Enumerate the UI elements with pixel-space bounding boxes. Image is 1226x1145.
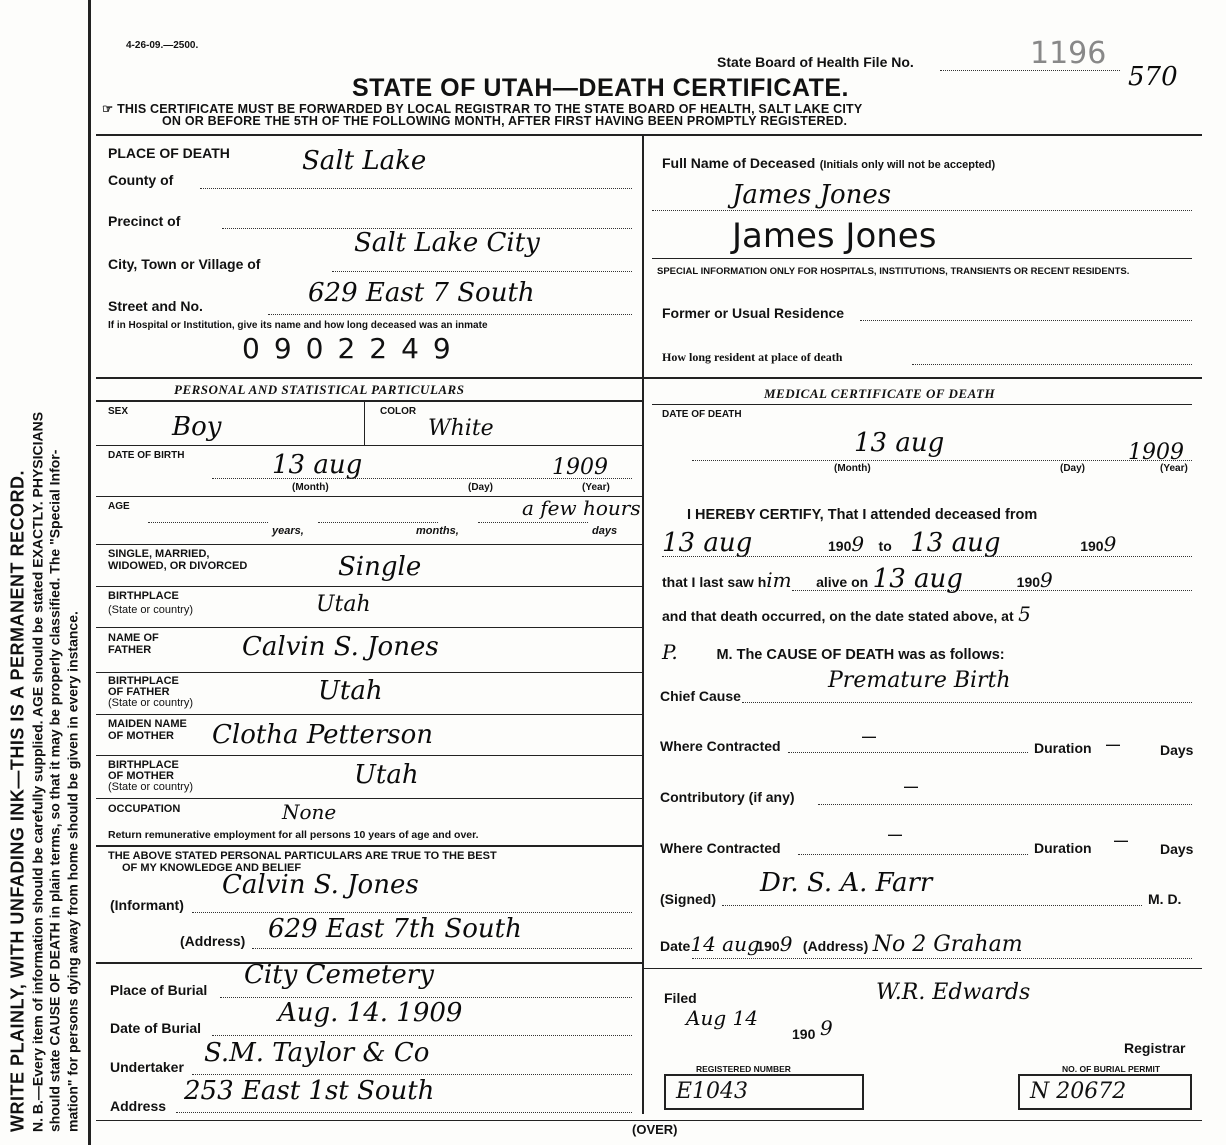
bp-mother-label-1: BIRTHPLACE <box>108 759 179 771</box>
where-contracted-1-label: Where Contracted <box>660 738 781 754</box>
special-info: SPECIAL INFORMATION ONLY FOR HOSPITALS, INSTITUTIONS, TRANSIENTS OR RECENT RESIDENTS. <box>657 266 1130 277</box>
death-day-caption: (Day) <box>1060 463 1086 474</box>
cause-lead: M. The CAUSE OF DEATH was as follows: <box>716 647 1005 663</box>
instruction-big: WRITE PLAINLY, WITH UNFADING INK—THIS IS A PERMANENT RECORD. <box>7 469 28 1132</box>
birthplace-value: Utah <box>316 592 371 617</box>
registrar-label: Registrar <box>1124 1040 1186 1056</box>
dob-month: 13 aug <box>272 450 363 480</box>
burial-date-label: Date of Burial <box>110 1020 202 1036</box>
chief-cause-label: Chief Cause <box>660 688 741 704</box>
marital-label-1: SINGLE, MARRIED, <box>108 548 210 560</box>
dob-label: DATE OF BIRTH <box>108 450 185 461</box>
days-label: days <box>592 525 618 537</box>
cert-date-label: Date <box>660 938 691 954</box>
street-value: 629 East 7 South <box>308 278 535 308</box>
street-label: Street and No. <box>108 298 203 314</box>
precinct-label: Precinct of <box>108 213 181 229</box>
informant-address-value: 629 East 7th South <box>268 914 522 944</box>
where-contracted-1-value: — <box>862 728 876 744</box>
where-contracted-2-label: Where Contracted <box>660 840 781 856</box>
birthplace-sub: (State or country) <box>108 604 193 616</box>
deceased-name-handwritten: James Jones <box>732 180 892 210</box>
certificate <box>92 0 1226 1145</box>
cert-address-label: (Address) <box>802 938 869 954</box>
certify-lead: I HEREBY CERTIFY, That I attended deceased from <box>687 507 1038 523</box>
marital-label-2: WIDOWED, OR DIVORCED <box>108 560 248 572</box>
full-name-note: (Initials only will not be accepted) <box>819 159 996 171</box>
days-2-label: Days <box>1160 841 1194 857</box>
hospital-note: If in Hospital or Institution, give its name and how long deceased was an inmate <box>108 320 488 331</box>
instruction-margin <box>0 0 91 1145</box>
marital-value: Single <box>338 552 422 582</box>
cert-date-value: 14 aug <box>690 932 760 956</box>
death-date-label: DATE OF DEATH <box>662 409 742 420</box>
bp-father-value: Utah <box>318 676 383 706</box>
instruction-line1: N. B.—Every item of information should be carefully supplied. AGE should be stated EXACTLY. PHYSICIANS <box>29 411 45 1132</box>
father-label-2: FATHER <box>108 644 152 656</box>
bp-mother-label-2: OF MOTHER <box>108 770 174 782</box>
alive-year-prefix: 190 <box>1016 574 1041 590</box>
city-value: Salt Lake City <box>354 228 540 258</box>
full-name-label: Full Name of Deceased <box>662 155 816 171</box>
instruction-line2: should state CAUSE OF DEATH in plain terms, so that it may be properly classified. The "Special Infor- <box>46 449 63 1132</box>
attended-row <box>662 528 1116 558</box>
duration-1-label: Duration <box>1034 740 1092 756</box>
form-code: 4-26-09.—2500. <box>126 40 199 51</box>
attended-to-year-prefix: 190 <box>1080 538 1104 554</box>
file-no-label: State Board of Health File No. <box>717 54 914 70</box>
dob-year: 1909 <box>552 455 608 480</box>
informant-statement-2: OF MY KNOWLEDGE AND BELIEF <box>122 862 302 874</box>
cert-date-year-suffix: 9 <box>779 932 793 956</box>
bp-mother-value: Utah <box>354 760 419 790</box>
informant-label: (Informant) <box>110 897 184 913</box>
undertaker-label: Undertaker <box>110 1059 184 1075</box>
dob-year-caption: (Year) <box>582 482 610 493</box>
where-contracted-2-value: — <box>888 826 902 842</box>
county-label: County of <box>108 172 174 188</box>
registered-number-label: REGISTERED NUMBER <box>696 1064 791 1074</box>
duration-2-label: Duration <box>1034 840 1092 856</box>
alive-on-value: 13 aug <box>872 564 963 594</box>
attended-from-year-prefix: 190 <box>828 538 852 554</box>
burial-place-value: City Cemetery <box>244 960 434 990</box>
death-time-value: 5 <box>1018 602 1031 626</box>
attended-to-year-suffix: 9 <box>1103 532 1117 556</box>
occupation-label: OCCUPATION <box>108 803 181 815</box>
informant-statement-1: THE ABOVE STATED PERSONAL PARTICULARS ARE TRUE TO THE BEST <box>108 850 497 862</box>
attended-from-year-suffix: 9 <box>851 532 865 556</box>
death-date-year: 1909 <box>1128 440 1184 465</box>
bp-mother-label-3: (State or country) <box>108 781 193 793</box>
instruction-line3: mation" for persons dying away from home should be given in every instance. <box>64 611 80 1132</box>
chief-cause-value: Premature Birth <box>828 668 1011 693</box>
file-no-extra: 570 <box>1128 62 1178 92</box>
attended-from: 13 aug <box>662 528 753 558</box>
instruction-text <box>7 12 82 1132</box>
color-value: White <box>428 416 494 441</box>
signed-label: (Signed) <box>660 891 716 907</box>
color-label: COLOR <box>380 406 417 417</box>
death-year-caption: (Year) <box>1160 463 1188 474</box>
medical-section-title: MEDICAL CERTIFICATE OF DEATH <box>764 386 996 401</box>
notice-line1: ☞ THIS CERTIFICATE MUST BE FORWARDED BY LOCAL REGISTRAR TO THE STATE BOARD OF HEALTH, SALT LAKE CITY <box>102 102 863 116</box>
cause-row <box>662 640 1005 664</box>
death-month-caption: (Month) <box>834 463 871 474</box>
attended-to-label: to <box>878 538 892 554</box>
pointing-hand-icon: ☞ <box>102 102 114 116</box>
undertaker-address-value: 253 East 1st South <box>184 1076 435 1106</box>
father-value: Calvin S. Jones <box>242 632 439 662</box>
occurred-label: and that death occurred, on the date stated above, at <box>662 608 1014 624</box>
burial-permit-label: NO. OF BURIAL PERMIT <box>1062 1064 1161 1074</box>
burial-place-label: Place of Burial <box>110 982 208 998</box>
informant-value: Calvin S. Jones <box>222 870 419 900</box>
attended-to: 13 aug <box>910 528 1001 558</box>
personal-section-title: PERSONAL AND STATISTICAL PARTICULARS <box>174 382 465 397</box>
date-address-row <box>660 932 1023 957</box>
years-label: years, <box>272 525 304 537</box>
cert-date-year-prefix: 190 <box>756 938 780 954</box>
days-1-label: Days <box>1160 742 1194 758</box>
alive-year-suffix: 9 <box>1040 568 1053 592</box>
filed-year-suffix: 9 <box>820 1016 833 1040</box>
occurred-row <box>662 602 1031 626</box>
how-long-label: How long resident at place of death <box>662 350 843 364</box>
occupation-note: Return remunerative employment for all persons 10 years of age and over. <box>108 829 479 841</box>
registered-number-value: E1043 <box>664 1074 864 1110</box>
alive-on-label: alive on <box>816 574 869 590</box>
cert-address-value: No 2 Graham <box>872 932 1023 957</box>
last-saw-pronoun: im <box>766 568 792 592</box>
informant-address-label: (Address) <box>180 933 246 949</box>
undertaker-address-label: Address <box>110 1098 167 1114</box>
duration-2-value: — <box>1114 832 1128 848</box>
contributory-label: Contributory (if any) <box>660 789 795 805</box>
place-of-death-label: PLACE OF DEATH <box>108 145 230 161</box>
birthplace-label: BIRTHPLACE <box>108 590 179 602</box>
ampm-value: P. <box>662 640 678 664</box>
father-label-1: NAME OF <box>108 632 159 644</box>
over-footer: (OVER) <box>632 1122 678 1137</box>
duration-1-value: — <box>1106 736 1120 752</box>
deceased-name-printed: James Jones <box>732 216 937 256</box>
mother-label-1: MAIDEN NAME <box>108 718 187 730</box>
contributory-value: — <box>904 778 918 794</box>
file-no-value: 1196 <box>1030 36 1107 71</box>
sex-value: Boy <box>172 412 222 442</box>
certificate-title: STATE OF UTAH—DEATH CERTIFICATE. <box>352 74 849 102</box>
stamp-number: 0902249 <box>242 332 465 365</box>
filed-value: Aug 14 <box>686 1006 758 1030</box>
sex-label: SEX <box>108 406 129 417</box>
dob-day-caption: (Day) <box>468 482 494 493</box>
filed-year-prefix: 190 <box>792 1026 816 1042</box>
mother-label-2: OF MOTHER <box>108 730 174 742</box>
city-label: City, Town or Village of <box>108 256 261 272</box>
death-date-month: 13 aug <box>854 428 945 458</box>
mother-value: Clotha Petterson <box>212 720 433 750</box>
dob-month-caption: (Month) <box>292 482 329 493</box>
signed-value: Dr. S. A. Farr <box>760 868 933 898</box>
full-name-label-row <box>662 155 995 173</box>
notice-line2: ON OR BEFORE THE 5TH OF THE FOLLOWING MONTH, AFTER FIRST HAVING BEEN PROMPTLY REGISTERED. <box>162 114 848 128</box>
bp-father-label-2: OF FATHER <box>108 686 170 698</box>
former-residence-label: Former or Usual Residence <box>662 305 845 321</box>
occupation-value: None <box>282 800 337 824</box>
undertaker-value: S.M. Taylor & Co <box>204 1038 430 1068</box>
md-label: M. D. <box>1148 891 1182 907</box>
age-label: AGE <box>108 501 130 512</box>
age-value: a few hours <box>522 496 641 520</box>
last-saw-label: that I last saw h <box>662 574 767 590</box>
burial-date-value: Aug. 14. 1909 <box>278 998 463 1028</box>
filed-label: Filed <box>664 990 697 1006</box>
bp-father-label-1: BIRTHPLACE <box>108 675 179 687</box>
county-value: Salt Lake <box>302 146 427 176</box>
registrar-signature: W.R. Edwards <box>876 980 1031 1005</box>
burial-permit-value: N 20672 <box>1018 1074 1192 1110</box>
bp-father-label-3: (State or country) <box>108 697 193 709</box>
months-label: months, <box>416 525 459 537</box>
